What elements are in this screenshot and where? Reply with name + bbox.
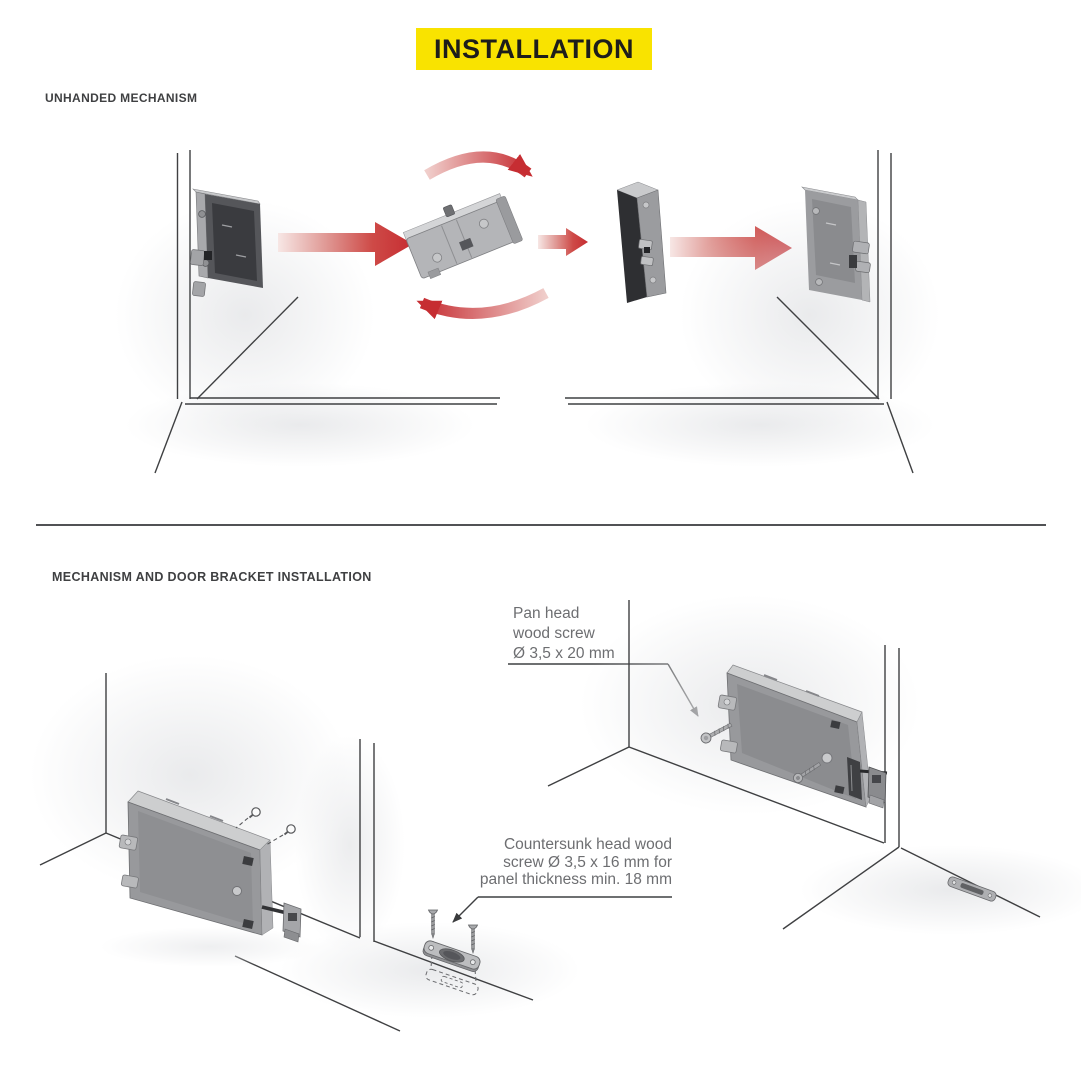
red-arrow-small-icon [538,228,588,256]
mechanism-rotating [400,185,523,282]
section-heading-unhanded: UNHANDED MECHANISM [45,91,198,105]
unhanded-mechanism-diagram [0,135,1081,485]
mechanism-back-view [802,187,871,302]
section-divider [36,524,1046,526]
installation-banner: INSTALLATION [416,28,652,70]
mechanism-flipped-edge [617,182,666,303]
door-bracket-hanging [868,767,886,808]
section-heading-bracket: MECHANISM AND DOOR BRACKET INSTALLATION [52,570,372,584]
pan-head-screw-label-line1: Pan head [513,605,580,622]
pan-head-screw-label-line2: wood screw [513,625,595,642]
pan-head-screw-label-line3: Ø 3,5 x 20 mm [513,645,615,662]
countersunk-screw-label [460,836,672,889]
rotate-arrow-bottom-icon [422,293,546,313]
pan-head-screw-label [513,604,615,664]
countersunk-leader-line [453,897,672,922]
latch-bracket [283,903,301,942]
rotate-arrow-top-icon [427,157,528,175]
countersunk-screw-label-line3: panel thickness min. 18 mm [479,871,672,888]
countersunk-screw-label-line1: Countersunk head wood [503,836,672,853]
countersunk-screw-label-line2: screw Ø 3,5 x 16 mm for [503,853,672,871]
